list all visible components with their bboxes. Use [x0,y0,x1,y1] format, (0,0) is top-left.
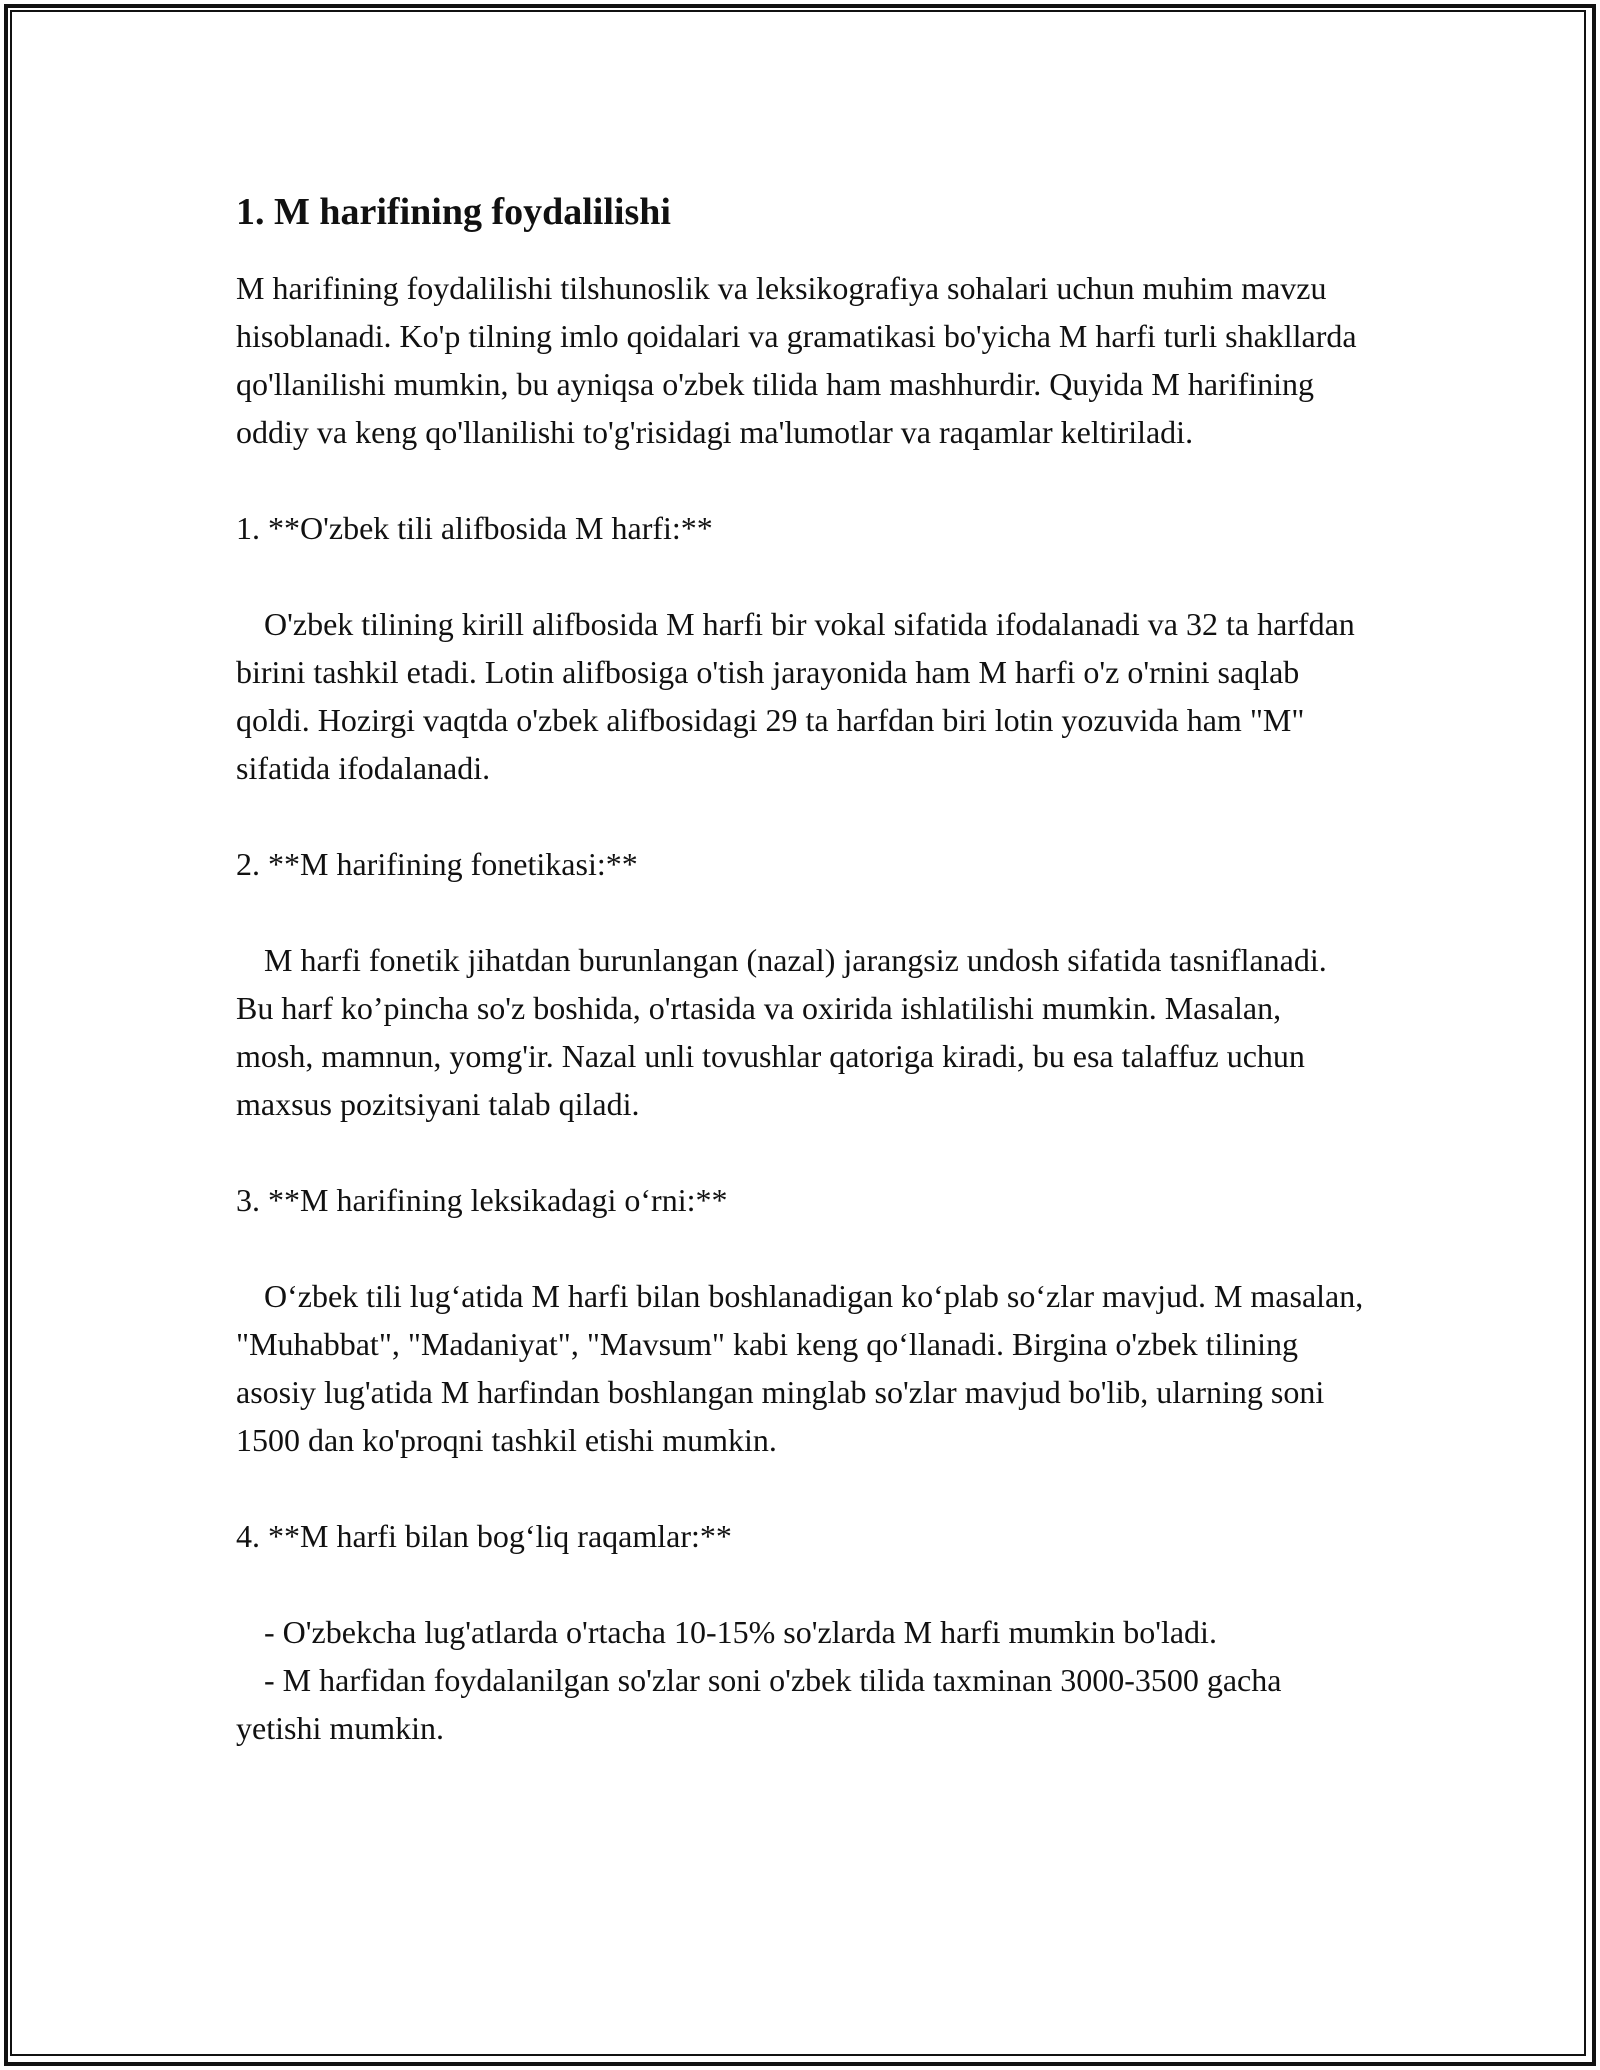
section-4-bullet-1: - O'zbekcha lug'atlarda o'rtacha 10-15% so'zlarda M harfi mumkin bo'ladi. [264,1614,1217,1650]
spacer [236,888,1366,936]
section-4-bullet-2: - M harfidan foydalanilgan so'zlar soni o'zbek tilida taxminan 3000-3500 gacha yetishi mumkin. [236,1662,1290,1746]
section-3-body: O‘zbek tili lug‘atida M harfi bilan boshlanadigan ko‘plab so‘zlar mavjud. M masalan, "Muhabbat", "Madaniyat", "Mavsum" kabi keng qo‘llanadi. Birgina o'zbek tilining asosiy lug'atida M harfindan boshlangan minglab so'zlar mavjud bo'lib, ularning soni 1500 dan ko'proqni tashkil etishi mumkin. [236,1278,1372,1458]
intro-paragraph: M harifining foydalilishi tilshunoslik va leksikografiya sohalari uchun muhim mavzu hisoblanadi. Ko'p tilning imlo qoidalari va gramatikasi bo'yicha M harfi turli shakllarda qo'llanilishi mumkin, bu ayniqsa o'zbek tilida ham mashhurdir. Quyida M harifining oddiy va keng qo'llanilishi to'g'risidagi ma'lumotlar va raqamlar keltiriladi. [236,270,1365,450]
spacer [236,1224,1366,1272]
section-1-body: O'zbek tilining kirill alifbosida M harfi bir vokal sifatida ifodalanadi va 32 ta harfdan birini tashkil etadi. Lotin alifbosiga o'tish jarayonida ham M harfi o'z o'rnini saqlab qoldi. Hozirgi vaqtda o'zbek alifbosidagi 29 ta harfdan biri lotin yozuvida ham "M" sifatida ifodalanadi. [236,606,1363,786]
spacer [236,1128,1366,1176]
section-2-body: M harfi fonetik jihatdan burunlangan (nazal) jarangsiz undosh sifatida tasniflanadi. Bu harf ko’pincha so'z boshida, o'rtasida va oxirida ishlatilishi mumkin. Masalan, mosh, mamnun, yomg'ir. Nazal unli tovushlar qatoriga kiradi, bu esa talaffuz uchun maxsus pozitsiyani talab qiladi. [236,942,1335,1122]
spacer [236,792,1366,840]
spacer [236,456,1366,504]
spacer [236,1464,1366,1512]
section-3-heading: 3. **M harifining leksikadagi o‘rni:** [236,1182,728,1218]
document-title: 1. M harifining foydalilishi [236,191,671,233]
spacer [236,552,1366,600]
section-1-heading: 1. **O'zbek tili alifbosida M harfi:** [236,510,713,546]
section-4-heading: 4. **M harfi bilan bog‘liq raqamlar:** [236,1518,732,1554]
section-2-heading: 2. **M harifining fonetikasi:** [236,846,638,882]
document-page [236,188,1372,1752]
spacer [236,1560,1366,1608]
